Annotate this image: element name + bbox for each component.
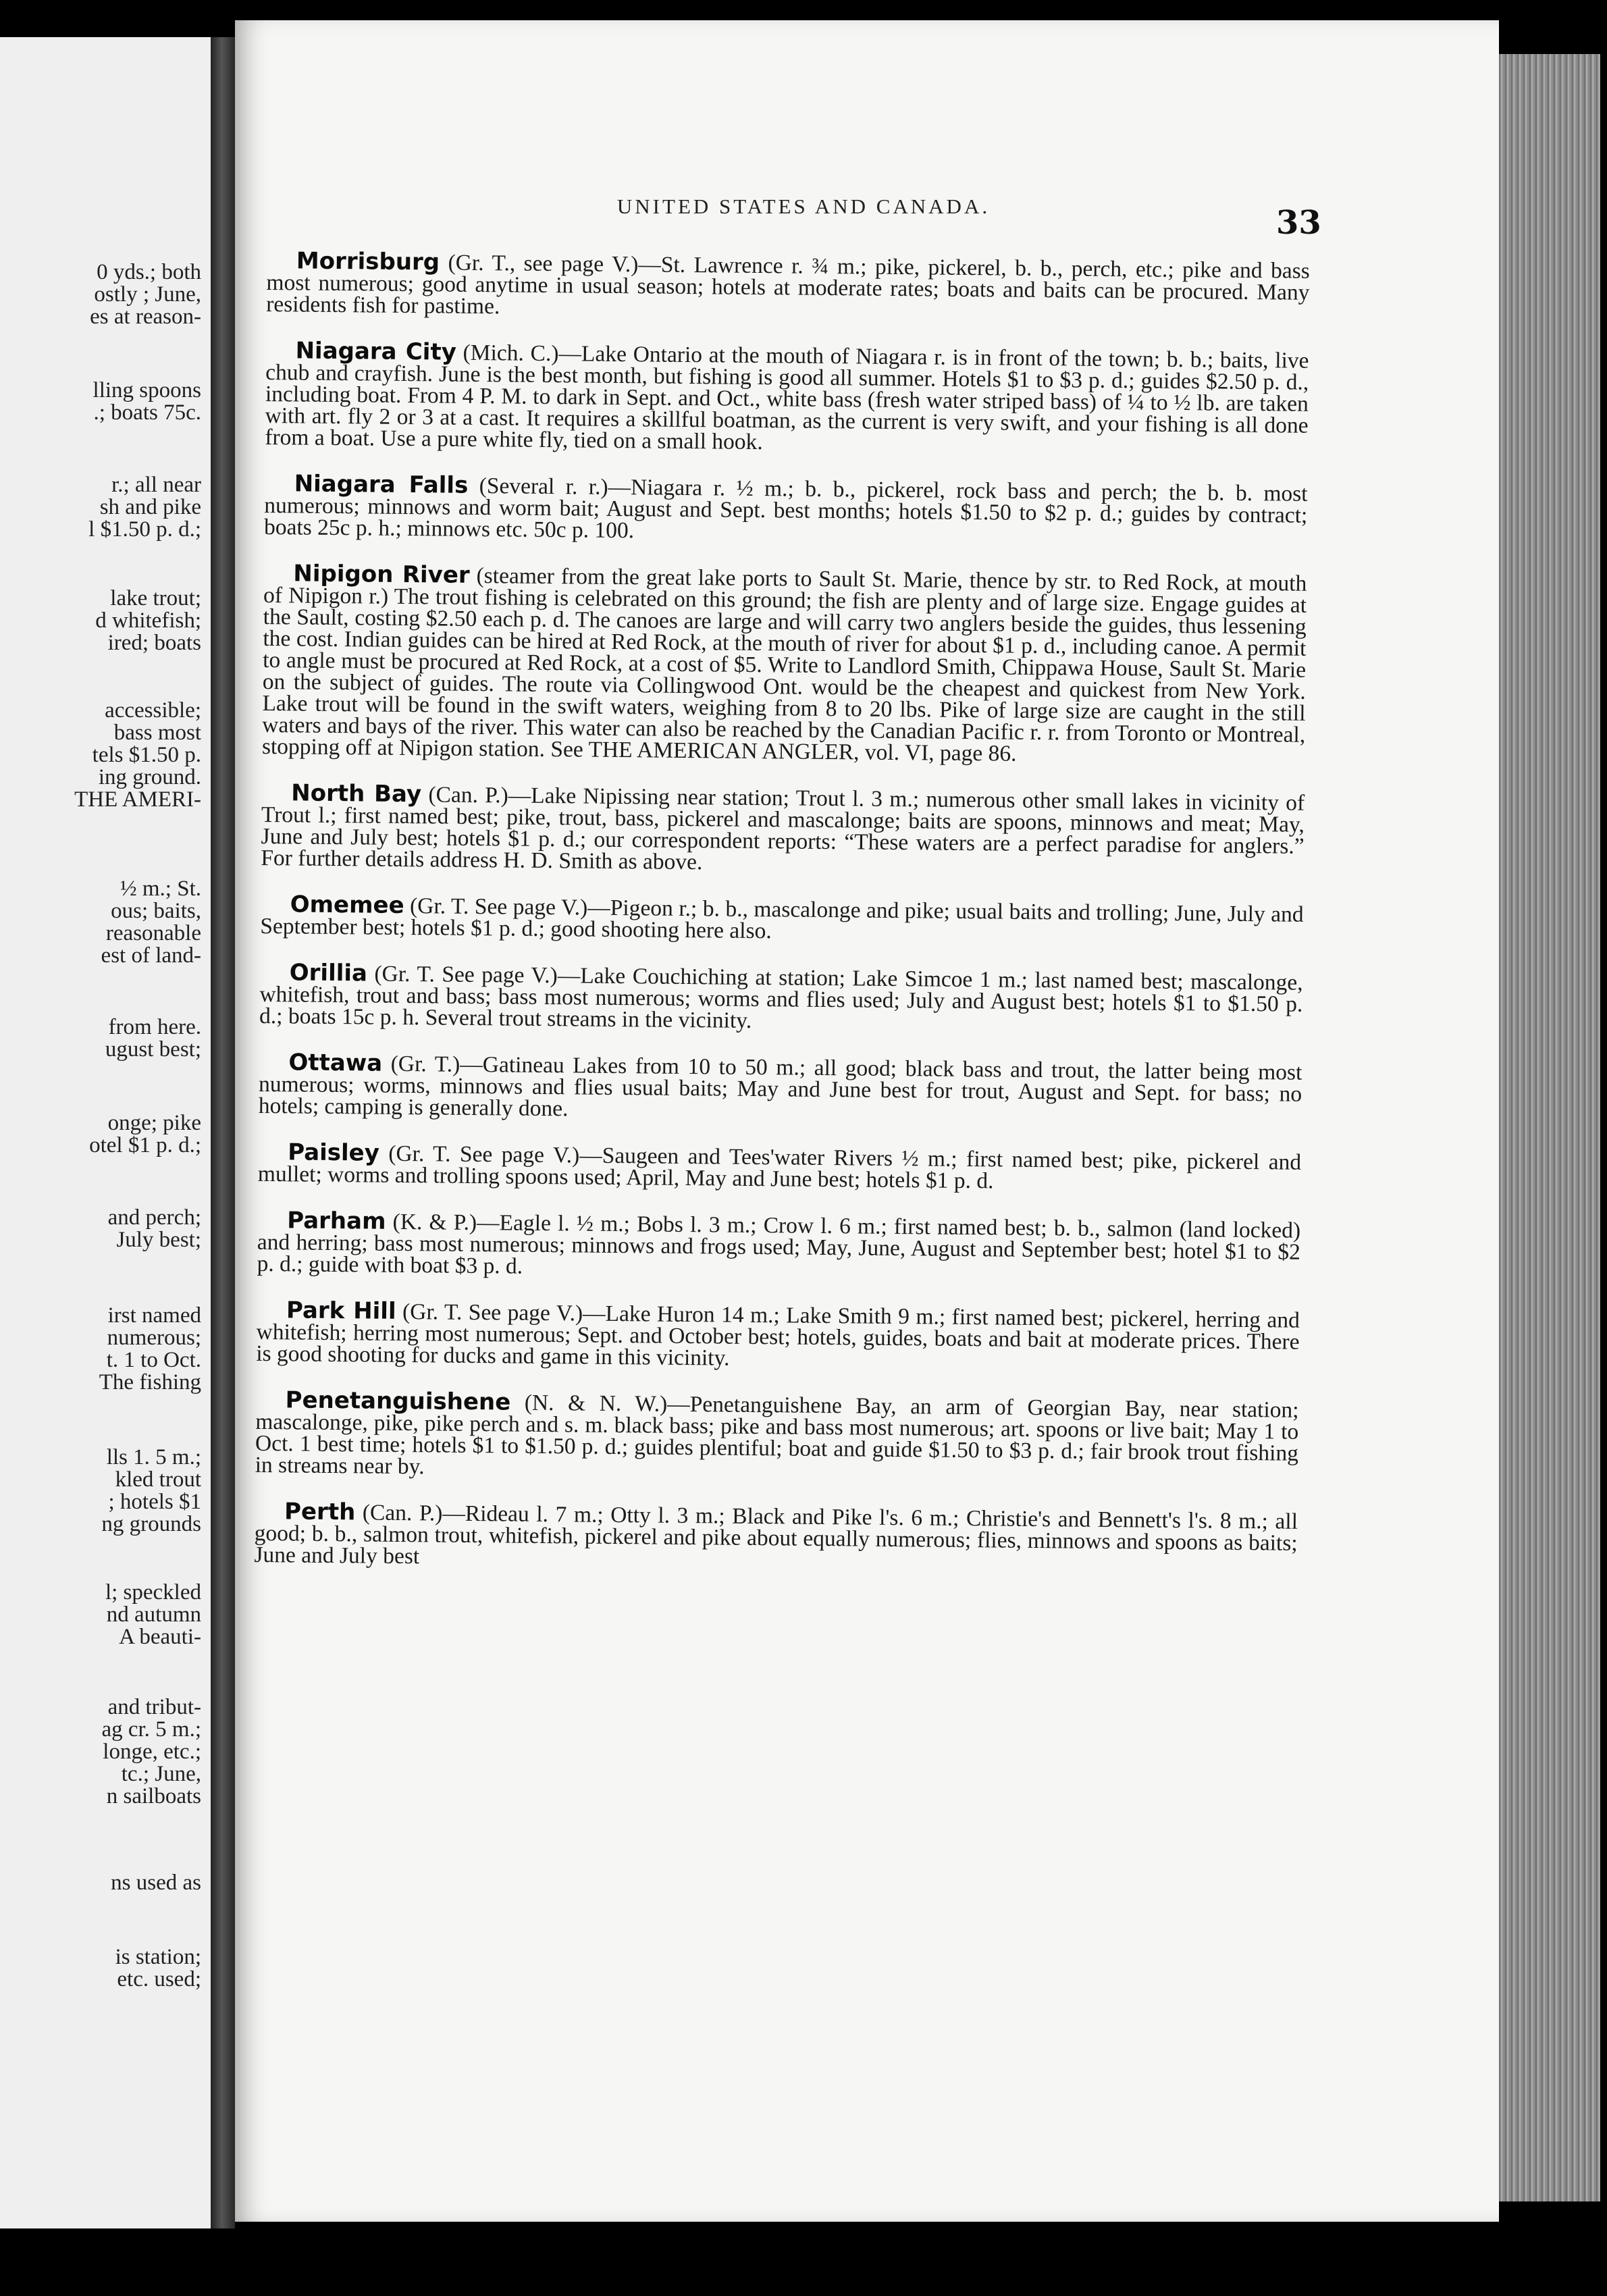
facing-page-line: accessible; xyxy=(105,698,201,723)
entry xyxy=(259,959,1303,1037)
facing-page-line: reasonable xyxy=(105,921,201,945)
entry-text: (Gr. T. See page V.)—Saugeen and Tees'water Rivers ½ m.; first named best; pike, pickerel and mullet; worms and trolling spoons used; April, May and June best; hotels $1 p. d. xyxy=(257,1141,1302,1194)
facing-page-line: bass most xyxy=(113,721,201,745)
facing-page-line: nd autumn xyxy=(106,1602,201,1627)
facing-page-line: irst named xyxy=(107,1303,201,1328)
facing-page-line: l $1.50 p. d.; xyxy=(88,517,201,542)
facing-page-line: tc.; June, xyxy=(121,1762,201,1786)
page-number: 33 xyxy=(1276,204,1321,242)
facing-page-line: ugust best; xyxy=(105,1037,201,1062)
entry-name: Ottawa xyxy=(288,1049,383,1077)
page-edges xyxy=(1485,54,1600,2201)
entry-name: Niagara Falls xyxy=(294,470,469,499)
facing-page-line: is station; xyxy=(115,1945,201,1969)
facing-page-line: lls 1. 5 m.; xyxy=(106,1445,201,1469)
entry-name: Penetanguishene xyxy=(285,1386,511,1416)
book-gutter xyxy=(211,37,235,2228)
entry-text: (Can. P.)—Rideau l. 7 m.; Otty l. 3 m.; Black and Pike l's. 6 m.; Christie's and Bennett's l's. 8 m.; all good; b. b., salmon trout, whitefish, pickerel and pike about equally numerous; flies, minnows and spoons as baits; June and July best xyxy=(254,1500,1298,1569)
facing-page-line: kled trout xyxy=(115,1467,201,1492)
facing-page-line: lake trout; xyxy=(110,586,201,610)
entry xyxy=(259,1051,1302,1127)
facing-page-line: and perch; xyxy=(107,1205,201,1230)
facing-page-line: n sailboats xyxy=(106,1784,201,1808)
facing-page-line: d whitefish; xyxy=(95,608,201,633)
facing-page-line: .; boats 75c. xyxy=(93,400,201,425)
facing-page-line: ½ m.; St. xyxy=(120,877,201,901)
entry xyxy=(255,1386,1299,1486)
entry xyxy=(256,1299,1300,1375)
entry xyxy=(254,1498,1298,1576)
facing-page-line: numerous; xyxy=(107,1326,201,1350)
entry-text: (Gr. T. See page V.)—Lake Huron 14 m.; Lake Smith 9 m.; first named best; pickerel, herring and whitefish; herring most numerous; Sept. and October best; hotels, guides, boats and bait at moderate prices. There is good shooting for ducks and game in this vicinity. xyxy=(256,1299,1300,1371)
facing-page-line: otel $1 p. d.; xyxy=(89,1133,201,1157)
entry-name: Parham xyxy=(287,1207,386,1235)
entry xyxy=(257,1209,1300,1285)
entry xyxy=(263,470,1308,548)
entry-name: Morrisburg xyxy=(296,247,440,276)
facing-page-line: l; speckled xyxy=(105,1580,201,1604)
running-head: UNITED STATES AND CANADA. xyxy=(616,194,991,218)
entry-name: Orillia xyxy=(289,959,368,987)
facing-page-line: ; hotels $1 xyxy=(108,1490,201,1514)
entry-name: Perth xyxy=(284,1498,356,1526)
facing-page-line: July best; xyxy=(116,1228,201,1252)
gazetteer-entries xyxy=(254,247,1310,1600)
facing-page-line: r.; all near xyxy=(111,473,201,497)
entry xyxy=(261,779,1305,879)
entry xyxy=(261,560,1307,768)
facing-page-line: es at reason- xyxy=(90,305,201,329)
facing-page-line: THE AMERI- xyxy=(74,787,201,812)
facing-page-line: est of land- xyxy=(101,943,201,968)
entry-text: (Gr. T. See page V.)—Lake Couchiching at station; Lake Simcoe 1 m.; last named best; mascalonge, whitefish, trout and bass; bass most numerous; worms and flies used; July and August best; hotels $1 to $1.50 p. d.; boats 15c p. h. Several trout streams in the vicinity. xyxy=(259,961,1303,1033)
entry-name: Park Hill xyxy=(286,1297,396,1325)
facing-page-line: longe, etc.; xyxy=(103,1740,201,1764)
facing-page-fragment xyxy=(0,37,215,2228)
entry-text: (N. & N. W.)—Penetanguishene Bay, an arm of Georgian Bay, near station; mascalonge, pike, pike perch and s. m. black bass; pike and bass most numerous; art. spoons or live bait; May 1 to Oct. 1 best time; hotels $1 to $1.50 p. d.; guides plentiful; boat and guide $1.50 to $3 p. d.; fair brook trout fishing in streams near by. xyxy=(255,1390,1299,1480)
entry xyxy=(266,247,1310,325)
facing-page-line: ous; baits, xyxy=(111,899,201,923)
facing-page-line: A beauti- xyxy=(119,1625,201,1649)
facing-page-line: etc. used; xyxy=(117,1967,201,1991)
entry-text: (Can. P.)—Lake Nipissing near station; Trout l. 3 m.; numerous other small lakes in vicinity of Trout l.; first named best; pike, trout, bass, pickerel and mascalonge; baits are spoons, minnows and meat; May, June and July best; hotels $1 p. d.; our correspondent reports: “These waters are a perfect paradise for anglers.” For further details address H. D. Smith as above. xyxy=(261,782,1305,875)
entry xyxy=(265,337,1309,459)
facing-page-line: from here. xyxy=(108,1015,201,1039)
facing-page-line: ing ground. xyxy=(98,765,201,789)
facing-page-line: ostly ; June, xyxy=(94,282,201,307)
entry xyxy=(258,1141,1302,1195)
entry-name: Nipigon River xyxy=(293,560,470,589)
entry-text: (Gr. T.)—Gatineau Lakes from 10 to 50 m.; all good; black bass and trout, the latter being most numerous; worms, minnows and flies usual baits; May and June best for trout, August and Sept. for bass; no hotels; camping is generally done. xyxy=(258,1051,1302,1122)
entry-text: (Gr. T. See page V.)—Pigeon r.; b. b., mascalonge and pike; usual baits and trolling; June, July and September best; hotels $1 p. d.; good shooting here also. xyxy=(260,893,1304,944)
entry-name: Paisley xyxy=(287,1139,380,1167)
entry-text: (Several r. r.)—Niagara r. ½ m.; b. b., pickerel, rock bass and perch; the b. b. most numerous; minnows and worm bait; August and Sept. best months; hotels $1.50 to $2 p. d.; guides by contract; boats 25c p. h.; minnows etc. 50c p. 100. xyxy=(263,473,1308,544)
facing-page-line: sh and pike xyxy=(99,495,201,519)
entry-name: Omemee xyxy=(290,891,404,919)
facing-page-line: ng grounds xyxy=(101,1512,201,1536)
entry xyxy=(260,893,1304,947)
entry-text: (K. & P.)—Eagle l. ½ m.; Bobs l. 3 m.; Crow l. 6 m.; first named best; b. b., salmon (land locked) and herring; bass most numerous; minnows and frogs used; May, June, August and September best; hotel $1 to $2 p. d.; guide with boat $3 p. d. xyxy=(257,1209,1301,1279)
facing-page-line: ns used as xyxy=(111,1871,201,1895)
facing-page-line: 0 yds.; both xyxy=(97,260,201,284)
entry-text: (Gr. T., see page V.)—St. Lawrence r. ¾ m.; pike, pickerel, b. b., perch, etc.; pike and bass most numerous; good anytime in usual season; hotels at moderate rates; boats and baits can be procured. Many residents fish for pastime. xyxy=(266,250,1310,319)
facing-page-line: tels $1.50 p. xyxy=(92,743,201,767)
entry-name: Niagara City xyxy=(295,337,457,366)
facing-page-line: ag cr. 5 m.; xyxy=(101,1717,201,1742)
facing-page-line: onge; pike xyxy=(107,1111,201,1135)
entry-text: (steamer from the great lake ports to Sault St. Marie, thence by str. to Red Rock, at mouth of Nipigon r.) The trout fishing is celebrated on this ground; the fish are plenty and of large size. Engage guides at the Sault, costing $2.50 each p. d. The canoes are large and will carry two anglers beside the guides, thus lessening the cost. Indian guides can be hired at Red Rock, at the mouth of river for about $1 p. d., including canoe. A permit to angle must be procured at Red Rock, at a cost of $5. Write to Landlord Smith, Chippawa House, Sault St. Marie on the subject of guides. The route via Collingwood Ont. would be the cheapest and quickest from New York. Lake trout will be found in the swift waters, weighing from 8 to 20 lbs. Pike of large size are caught in the still waters and bays of the river. This water can also be reached by the Canadian Pacific r. r. from Toronto or Montreal, stopping off at Nipigon station. See THE AMERICAN ANGLER, vol. VI, page 86. xyxy=(261,563,1307,766)
facing-page-line: and tribut- xyxy=(107,1695,201,1719)
entry-name: North Bay xyxy=(291,779,422,808)
facing-page-line: ired; boats xyxy=(107,631,201,655)
facing-page-line: t. 1 to Oct. xyxy=(106,1348,201,1372)
facing-page-line: The fishing xyxy=(99,1370,201,1394)
entry-text: (Mich. C.)—Lake Ontario at the mouth of Niagara r. is in front of the town; b. b.; baits, live chub and crayfish. June is the best month, but fishing is good all summer. Hotels $1 to $3 p. d.; guides $2.50 p. d., including boat. From 4 P. M. to dark in Sept. and Oct., white bass (fresh water striped bass) of ¼ to ½ lb. are taken with art. fly 2 or 3 at a cast. It requires a skillful boatman, as the current is very swift, and your fishing is all done from a boat. Use a pure white fly, tied on a small hook. xyxy=(265,340,1309,455)
facing-page-line: lling spoons xyxy=(93,378,201,402)
